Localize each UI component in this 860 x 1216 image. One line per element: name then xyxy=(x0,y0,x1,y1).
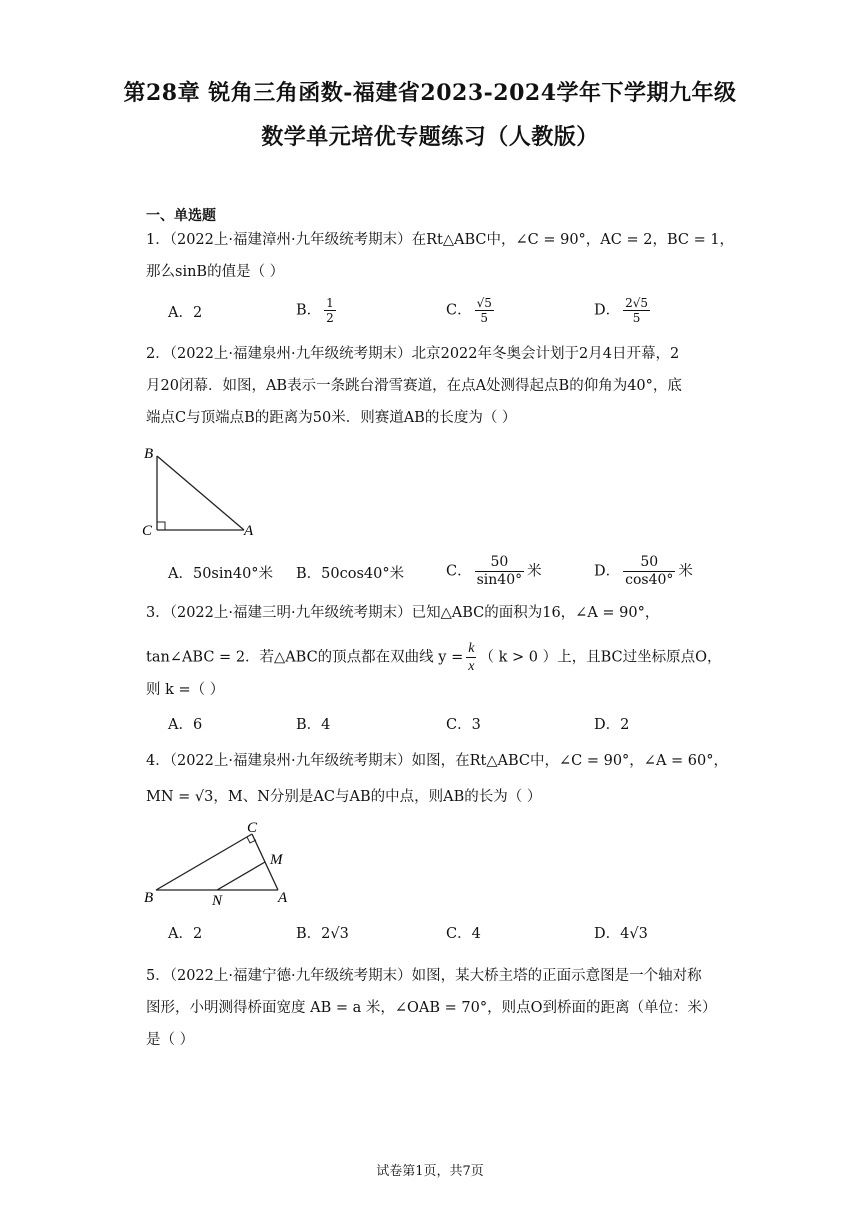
q3-stem-line1: 3．（2022上·福建三明·九年级统考期末）已知△ABC的面积为16，∠A = 90°， xyxy=(146,605,660,621)
q4-stem-line2: MN = √3，M、N分别是AC与AB的中点，则AB的长为（ ） xyxy=(146,789,542,805)
q1-option-d: D． $\frac{2√5}{5}$ xyxy=(594,296,649,325)
q5-stem-line3: 是（ ） xyxy=(146,1032,195,1048)
section-heading: 一、单选题 xyxy=(146,208,216,224)
q2-right-angle-mark xyxy=(157,522,165,530)
q2-label-a: A xyxy=(244,523,254,539)
q4-option-c: C．4 xyxy=(446,926,481,942)
q2-option-a: A．50sin40°米 xyxy=(168,566,274,582)
q2-option-d: D． $\frac{50}{\cos 40^\circ}$ 米 xyxy=(594,554,693,588)
q2-stem-line3: 端点C与顶端点B的距离为50米．则赛道AB的长度为（ ） xyxy=(146,410,517,426)
q2-option-c: C． $\frac{50}{\sin 40^\circ}$ 米 xyxy=(446,554,542,588)
q4-triangle-figure xyxy=(142,818,302,908)
q2-side-ab xyxy=(157,456,244,530)
q2-stem-line1: 2．（2022上·福建泉州·九年级统考期末）北京2022年冬奥会计划于2月4日开幕，2 xyxy=(146,346,680,362)
q3-option-c: C．3 xyxy=(446,717,481,733)
q2-label-c: C xyxy=(142,523,153,539)
q3-option-b: B．4 xyxy=(296,717,331,733)
q4-label-n: N xyxy=(212,893,223,908)
page-title-line1: 第28章 锐角三角函数-福建省2023-2024学年下学期九年级 xyxy=(123,80,737,106)
q4-side-bc xyxy=(156,834,252,890)
q4-label-c: C xyxy=(247,820,258,836)
q4-label-a: A xyxy=(278,890,288,906)
q3-stem-line3: 则 k =（ ） xyxy=(146,682,225,698)
q5-stem-line1: 5．（2022上·福建宁德·九年级统考期末）如图，某大桥主塔的正面示意图是一个轴对称 xyxy=(146,968,702,984)
q4-option-d: D．4√3 xyxy=(594,926,648,942)
q3-stem-line2: tan∠ABC = 2．若△ABC的顶点都在双曲线 y = $\frac{k}{x}$ （ k > 0 ）上，且BC过坐标原点O， xyxy=(146,641,722,674)
q1-option-a: A．2 xyxy=(168,305,203,321)
q4-stem-line1: 4．（2022上·福建泉州·九年级统考期末）如图，在Rt△ABC中，∠C = 90°，∠A = 60°， xyxy=(146,753,728,769)
q4-option-a: A．2 xyxy=(168,926,203,942)
page-footer: 试卷第1页，共7页 xyxy=(376,1164,484,1179)
q5-stem-line2: 图形，小明测得桥面宽度 AB = a 米，∠OAB = 70°，则点O到桥面的距离（单位：米） xyxy=(146,1000,717,1016)
q4-label-m: M xyxy=(270,852,283,868)
q1-stem-line1: 1．（2022上·福建漳州·九年级统考期末）在Rt△ABC中，∠C = 90°，AC = 2，BC = 1， xyxy=(146,232,735,248)
q4-option-b: B．2√3 xyxy=(296,926,349,942)
q1-stem-line2: 那么sinB的值是（ ） xyxy=(146,264,285,280)
q2-label-b: B xyxy=(144,446,154,462)
q4-label-b: B xyxy=(144,890,154,906)
q3-option-d: D．2 xyxy=(594,717,630,733)
q2-stem-line2: 月20闭幕．如图，AB表示一条跳台滑雪赛道，在点A处测得起点B的仰角为40°，底 xyxy=(146,378,682,394)
page-title-line2: 数学单元培优专题练习（人教版） xyxy=(261,124,599,150)
q2-triangle-figure xyxy=(140,442,270,542)
q1-option-c: C． $\frac{√5}{5}$ xyxy=(446,296,492,325)
q1-option-b: B． $\frac{1}{2}$ xyxy=(296,296,334,325)
q3-option-a: A．6 xyxy=(168,717,203,733)
q2-option-b: B．50cos40°米 xyxy=(296,566,405,582)
q4-segment-mn xyxy=(217,862,265,890)
